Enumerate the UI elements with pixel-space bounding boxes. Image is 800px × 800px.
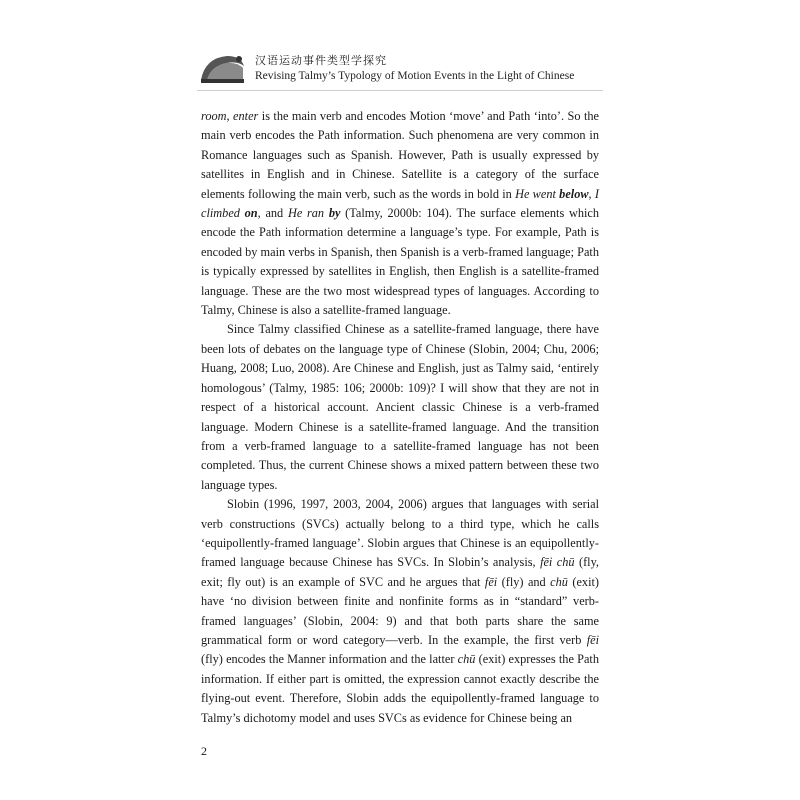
header-chinese-title: 汉语运动事件类型学探究 [255,54,387,67]
text-emphasis: fēi [484,574,498,589]
paragraph-2: Since Talmy classified Chinese as a satellite-framed language, there have been lots of debates on the language type of Chinese (Slobin, 2004; Chu, 2006; Huang, 2008; Luo, 2008). Are Chinese and English, just as Talmy said, ‘entirely homologous’ (Talmy, 1985: 106; 2000b: 109)? I will show that they are not in respect of a historical account. Ancient classic Chinese is a verb-framed language. Modern Chinese is a satellite-framed language. And the transition from a verb-framed language to a satellite-framed language has not been completed. Thus, the current Chinese shows a mixed pattern between these two language types. [201,322,599,492]
paragraph-3: Slobin (1996, 1997, 2003, 2004, 2006) argues that languages with serial verb constructions (SVCs) actually belong to a third type, which he calls ‘equipollently-framed language’. Slobin argues that Chinese is an equipollently-framed language because Chinese has SVCs. In Slobin’s analysis, fēi chū (fly, exit; fly out) is an example of SVC and he argues that fēi (fly) and chū (exit) have ‘no division between finite and nonfinite forms as in “standard” verb-framed languages’ (Slobin, 2004: 9) and that both parts share the same grammatical form or word category—verb. In the example, the first verb fēi (fly) encodes the Manner information and the latter chū (exit) expresses the Path information. If either part is omitted, the expression cannot exactly describe the flying-out event. Therefore, Slobin adds the equipollently-framed language to Talmy’s dichotomy model and uses SVCs as evidence for Chinese being an [201,497,600,725]
text-emphasis: He ran [287,206,329,221]
text-emphasis: enter [233,109,259,123]
text-emphasis: chū [457,652,476,667]
text-emphasis: below [559,186,589,201]
text-emphasis: He went [515,186,560,201]
text-emphasis: I climbed [201,186,599,221]
header-rule [197,90,603,91]
text-emphasis: on [244,206,258,221]
series-logo-icon [197,52,247,86]
text-emphasis: chū [550,574,568,589]
text-emphasis: room [201,109,227,123]
text-emphasis: fēi [586,632,599,647]
text-emphasis: by [328,206,341,221]
running-header [197,50,617,90]
page-number: 2 [201,744,207,758]
header-english-title: Revising Talmy’s Typology of Motion Events in the Light of Chinese [255,70,575,82]
paragraph-1: room, enter is the main verb and encodes Motion ‘move’ and Path ‘into’. So the main verb encodes the Path information. Such phenomena are very common in Romance languages such as Spanish. However, Path is usually expressed by satellites in English and in Chinese. Satellite is a category of the surface elements following the main verb, such as the words in bold in He went below, I climbed on, and He ran by (Talmy, 2000b: 104). The surface elements which encode the Path information determine a language’s type. For example, Path is encoded by main verbs in Spanish, then Spanish is a verb-framed language; Path is typically expressed by satellites in English, then English is a satellite-framed language. These are the two most widespread types of languages. According to Talmy, Chinese is also a satellite-framed language. [201,109,599,318]
body-text [201,107,599,728]
text-emphasis: fēi chū [540,555,575,570]
